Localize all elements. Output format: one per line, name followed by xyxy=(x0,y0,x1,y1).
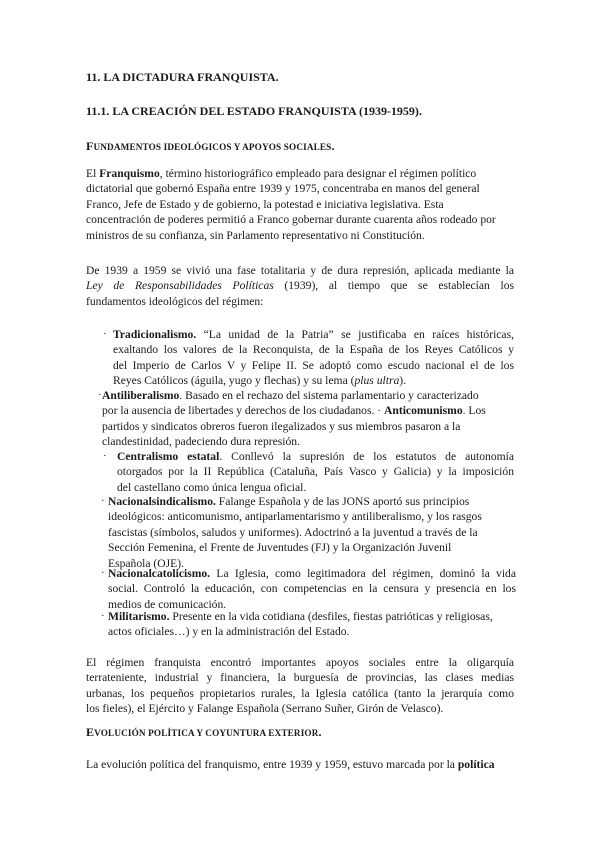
paragraph-apoyos-sociales xyxy=(86,655,514,717)
list-item-centralismo xyxy=(103,449,514,495)
list-item-nacionalcatolicismo xyxy=(101,566,516,612)
text-line: ministros de su confianza, sin Parlamento representativo ni Constitución. xyxy=(86,228,425,242)
subsection-heading-evolucion xyxy=(86,725,514,741)
text-line: terrateniente, industrial y financiera, la burguesía de provincias, las clases medias xyxy=(86,671,514,685)
subsection-initial: E xyxy=(86,725,95,739)
text-line: exaltando los valores de la Reconquista, de la España de los Reyes Católicos y xyxy=(113,343,514,357)
subsection-period: . xyxy=(331,139,335,153)
bullet-icon: · xyxy=(103,328,107,340)
motto: plus ultra xyxy=(354,374,400,388)
text-line: Centralismo estatal. Conllevó la supresión de los estatutos de autonomía xyxy=(117,450,514,463)
bullet-icon: · xyxy=(101,610,105,622)
text-line: De 1939 a 1959 se vivió una fase totalitaria y de dura represión, aplicada mediante la xyxy=(86,264,514,277)
text-line: ideológicos: anticomunismo, antiparlamentarismo y antiliberalismo, y los rasgos xyxy=(108,510,482,524)
item-title: Nacionalsindicalismo. xyxy=(108,495,216,508)
term-franquismo: Franquismo xyxy=(99,167,160,180)
list-item-nacionalsindicalismo xyxy=(101,494,516,571)
bullet-icon: · xyxy=(377,404,382,418)
text-line: urbanas, los pequeños propietarios rurales, la Iglesia católica (tanto la jerarquía como xyxy=(86,686,514,700)
bullet-icon: · xyxy=(101,567,105,579)
list-item-antiliberalismo xyxy=(98,388,516,450)
text-line: los fieles), el Ejército y Falange Española (Serrano Suñer, Girón de Velasco). xyxy=(86,702,444,716)
text-line: social. Controló la educación, con competencias en la censura y presencia en los xyxy=(108,582,516,596)
text-line: Franco, Jefe de Estado y de gobierno, la potestad e iniciativa legislativa. Esta xyxy=(86,197,444,211)
bullet-icon: · xyxy=(101,495,105,507)
subsection-title-rest: VOLUCIÓN POLÍTICA Y COYUNTURA EXTERIOR xyxy=(94,728,319,738)
item-title: Antiliberalismo xyxy=(102,389,180,402)
text-line: fascistas (símbolos, saludos y uniformes). Adoctrinó a la juventud a través de la xyxy=(108,525,478,539)
item-title: Tradicionalismo. xyxy=(113,328,197,341)
text-line: actos oficiales…) y en la administración del Estado. xyxy=(108,625,350,639)
text-line: Antiliberalismo. Basado en el rechazo del sistema parlamentario y caracterizado xyxy=(102,389,479,402)
text-line: Nacionalsindicalismo. Falange Española y de las JONS aportó sus principios xyxy=(108,495,470,508)
text-line: clandestinidad, padeciendo dura represión. xyxy=(102,435,300,449)
text-line: La evolución política del franquismo, entre 1939 y 1959, estuvo marcada por la política xyxy=(86,758,495,771)
item-title: Militarismo. xyxy=(108,610,170,623)
subsection-period: . xyxy=(318,725,322,739)
text-line: El régimen franquista encontró importantes apoyos sociales entre la oligarquía xyxy=(86,656,514,669)
subsection-title-rest: UNDAMENTOS IDEOLÓGICOS Y APOYOS SOCIALES xyxy=(93,142,332,152)
text-line: El Franquismo, término historiográfico empleado para designar el régimen político xyxy=(86,167,477,180)
text-line: Militarismo. Presente en la vida cotidiana (desfiles, fiestas patrióticas y religiosas, xyxy=(108,610,493,623)
item-title: Anticomunismo xyxy=(384,404,463,418)
list-item-tradicionalismo xyxy=(103,327,514,389)
text-line: Nacionalcatolicismo. La Iglesia, como legitimadora del régimen, dominó la vida xyxy=(108,567,516,580)
text-line: concentración de poderes permitió a Franco gobernar durante cuarenta años rodeado por xyxy=(86,213,496,227)
text-line: partidos y sindicatos obreros fueron ilegalizados y sus miembros pasaron a la xyxy=(102,419,461,433)
text-line: Tradicionalismo. “La unidad de la Patria” se justificaba en raíces históricas, xyxy=(113,328,514,341)
bullet-icon: · xyxy=(103,450,107,462)
text-line: otorgados por la II República (Cataluña, País Vasco y Galicia) y la imposición xyxy=(117,465,514,479)
paragraph-franquismo xyxy=(86,166,514,243)
item-title: Nacionalcatolicismo. xyxy=(108,567,211,580)
section-heading: 11.1. LA CREACIÓN DEL ESTADO FRANQUISTA (1939-1959). xyxy=(86,104,422,118)
text-line: Española (OJE). xyxy=(108,556,184,570)
chapter-heading: 11. LA DICTADURA FRANQUISTA. xyxy=(86,70,279,84)
text-line: por la ausencia de libertades y derechos de los ciudadanos. · Anticomunismo. Los xyxy=(102,404,486,418)
item-title: Centralismo estatal xyxy=(117,450,220,463)
text-line: del Imperio de Carlos V y Felipe II. Se adoptó como escudo nacional el de los xyxy=(113,358,514,372)
paragraph-evolucion xyxy=(86,757,514,772)
text-line: del castellano como única lengua oficial. xyxy=(117,480,307,494)
text-line: fundamentos ideológicos del régimen: xyxy=(86,294,264,308)
text-line: medios de comunicación. xyxy=(108,597,227,611)
bullet-icon: · xyxy=(98,389,102,401)
law-title: Ley de Responsabilidades Políticas xyxy=(86,279,274,293)
paragraph-fase-totalitaria xyxy=(86,263,514,309)
term-politica: política xyxy=(457,758,495,771)
text-line: dictatorial que gobernó España entre 1939 y 1975, concentraba en manos del general xyxy=(86,182,480,196)
text-line: Sección Femenina, el Frente de Juventudes (FJ) y la Organización Juvenil xyxy=(108,541,452,555)
text-line: Ley de Responsabilidades Políticas (1939), al tiempo que se establecían los xyxy=(86,279,514,293)
text-line: Reyes Católicos (águila, yugo y flechas) y su lema (plus ultra). xyxy=(113,374,407,388)
subsection-initial: F xyxy=(86,139,94,153)
list-item-militarismo xyxy=(101,609,516,640)
subsection-heading-fundamentos xyxy=(86,139,514,155)
